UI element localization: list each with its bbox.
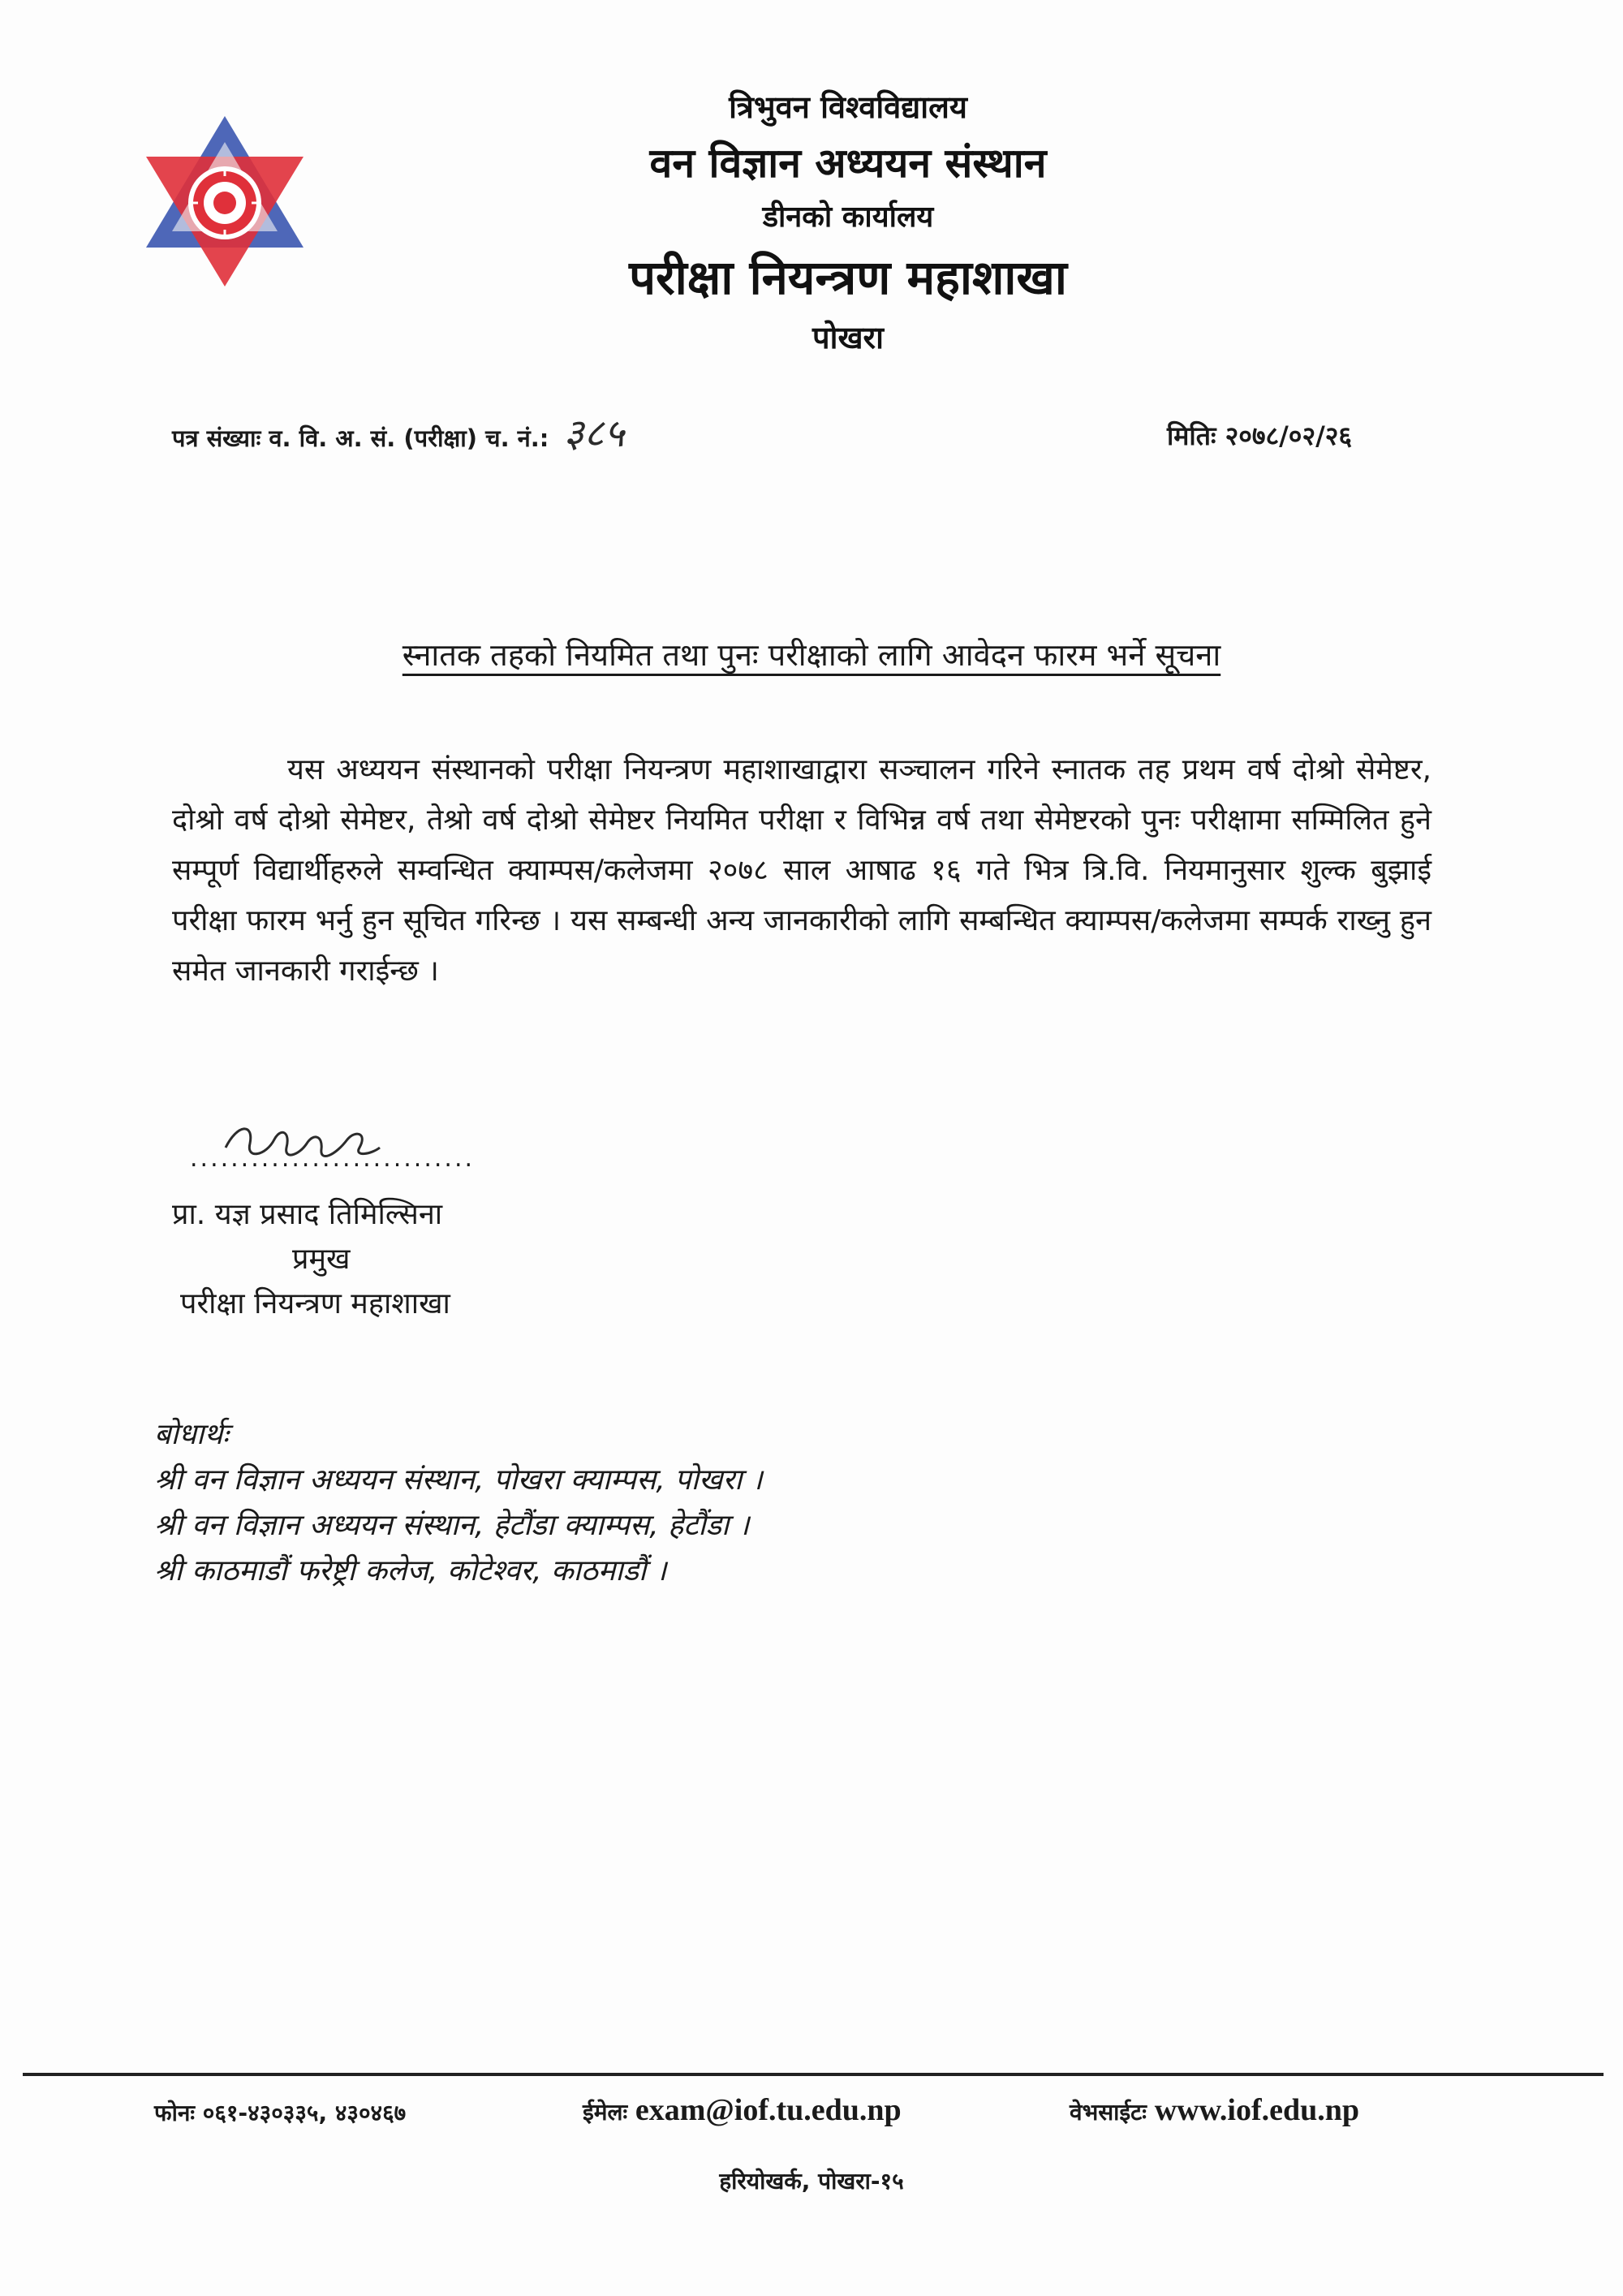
footer-address: हरियोखर्क, पोखरा-१५	[719, 2168, 904, 2195]
footer-divider	[23, 2073, 1604, 2076]
website-label: वेभसाईटः	[1070, 2099, 1147, 2126]
institute-name: वन विज्ञान अध्ययन संस्थान	[649, 140, 1047, 187]
cc-heading: बोधार्थः	[154, 1418, 229, 1451]
university-name: त्रिभुवन विश्वविद्यालय	[729, 89, 967, 125]
phone-value: ०६१-४३०३३५, ४३०४६७	[202, 2100, 407, 2126]
reference-line	[172, 406, 624, 459]
cc-recipient: श्री वन विज्ञान अध्ययन संस्थान, हेटौंडा क्याम्पस, हेटौंडा ।	[154, 1509, 750, 1542]
date-line	[1167, 418, 1352, 453]
city-name: पोखरा	[812, 320, 884, 355]
reference-label: पत्र संख्याः व. वि. अ. सं. (परीक्षा) च. नं.:	[172, 424, 549, 452]
notice-body: यस अध्ययन संस्थानको परीक्षा नियन्त्रण महाशाखाद्वारा सञ्चालन गरिने स्नातक तह प्रथम वर्ष दोश्रो सेमेष्टर, दोश्रो वर्ष दोश्रो सेमेष्टर, तेश्रो वर्ष दोश्रो सेमेष्टर नियमित परीक्षा र विभिन्न वर्ष तथा सेमेष्टरको पुनः परीक्षामा सम्मिलित हुने सम्पूर्ण विद्यार्थीहरुले सम्वन्धित क्याम्पस/कलेजमा २०७८ साल आषाढ १६ गते भित्र त्रि.वि. नियमानुसार शुल्क बुझाई परीक्षा फारम भर्नु हुन सूचित गरिन्छ । यस सम्बन्धी अन्य जानकारीको लागि सम्बन्धित क्याम्पस/कलेजमा सम्पर्क राख्नु हुन समेत जानकारी गराईन्छ ।	[172, 753, 1431, 988]
signatory-title: प्रमुख	[292, 1243, 351, 1276]
signature-dotted-line: ............................	[190, 1144, 476, 1173]
date-value: २०७८/०२/२६	[1225, 420, 1353, 451]
cc-recipient: श्री काठमाडौं फरेष्ट्री कलेज, कोटेश्वर, काठमाडौं ।	[154, 1554, 667, 1587]
date-label: मितिः	[1167, 420, 1216, 451]
signatory-department: परीक्षा नियन्त्रण महाशाखा	[180, 1287, 450, 1320]
website-value: www.iof.edu.np	[1154, 2093, 1360, 2127]
cc-recipient: श्री वन विज्ञान अध्ययन संस्थान, पोखरा क्याम्पस, पोखरा ।	[154, 1463, 763, 1497]
email-value: exam@iof.tu.edu.np	[635, 2093, 902, 2127]
letterhead	[0, 85, 1623, 358]
notice-title: स्नातक तहको नियमित तथा पुनः परीक्षाको लागि आवेदन फारम भर्ने सूचना	[402, 637, 1221, 673]
reference-number: ३८५	[563, 411, 625, 456]
footer-email	[583, 2092, 902, 2128]
division-name: परीक्षा नियन्त्रण महाशाखा	[629, 250, 1067, 305]
email-label: ईमेलः	[583, 2099, 628, 2126]
signatory-name: प्रा. यज्ञ प्रसाद तिमिल्सिना	[172, 1198, 443, 1231]
phone-label: फोनः	[154, 2100, 196, 2126]
cc-list	[154, 1412, 763, 1594]
footer-website	[1070, 2092, 1359, 2128]
footer-phone	[154, 2097, 406, 2128]
office-name: डीनको कार्यालय	[762, 200, 934, 234]
